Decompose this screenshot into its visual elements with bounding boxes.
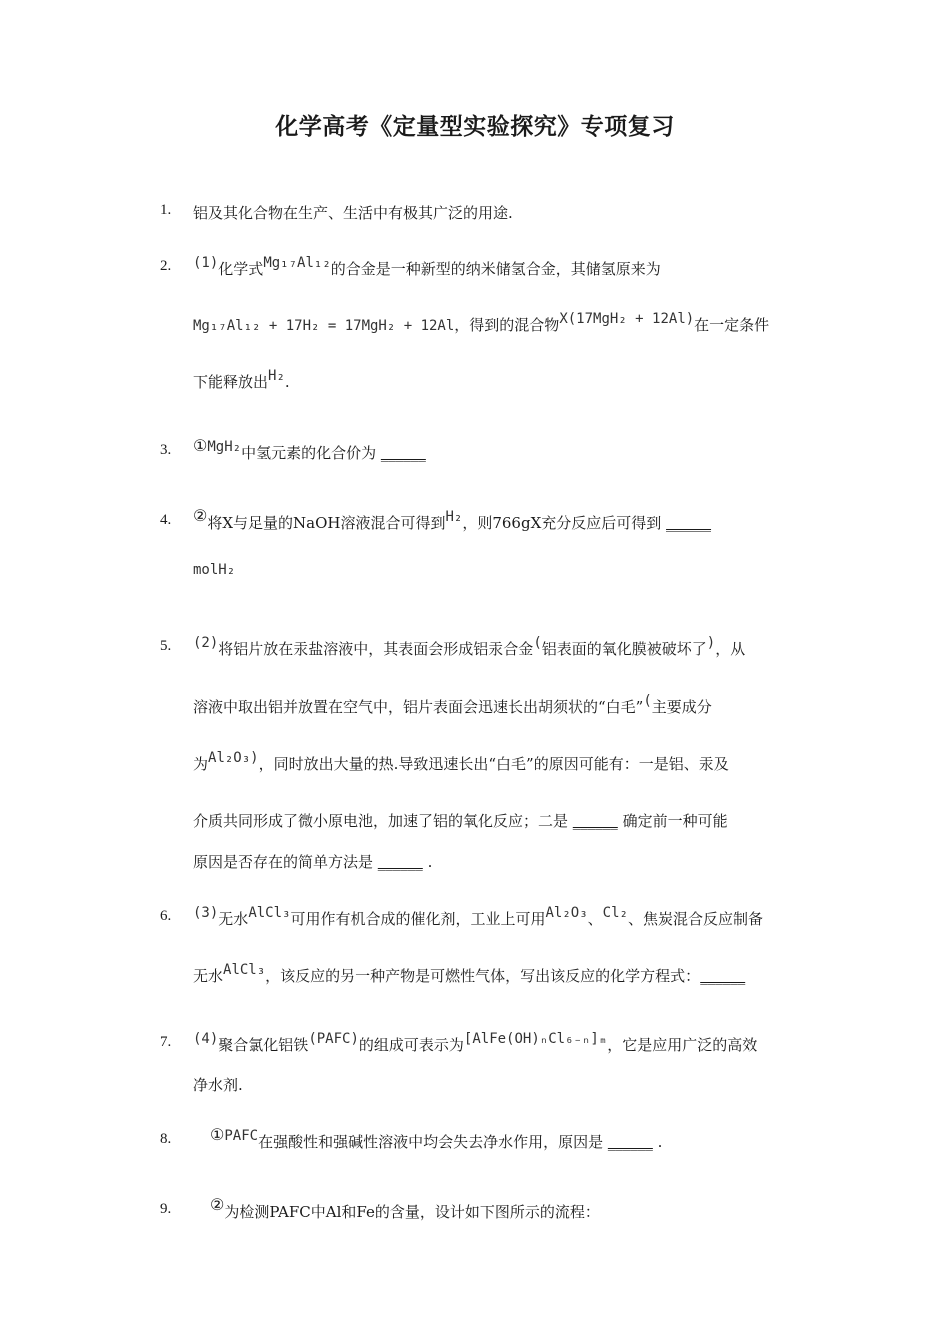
chemical-formula: [AlFe(OH)ₙCl₆₋ₙ]ₘ	[463, 1031, 608, 1047]
item-number: 3.	[160, 442, 172, 458]
question-6-line-2: 无水AlCl₃，该反应的另一种产物是可燃性气体，写出该反应的化学方程式：______	[193, 962, 746, 985]
answer-blank[interactable]: ______	[380, 444, 426, 462]
question-mark: (3)	[193, 905, 219, 921]
item-number: 4.	[160, 512, 172, 528]
question-6-line-1: (3)无水AlCl₃可用作有机合成的催化剂，工业上可用Al₂O₃、Cl₂、焦炭混合反应制备	[193, 905, 763, 928]
chemical-formula: Cl₂	[602, 905, 628, 921]
item-number: 5.	[160, 638, 172, 654]
question-mark: (4)	[193, 1031, 219, 1047]
chemical-formula: AlCl₃	[248, 905, 291, 921]
answer-blank[interactable]: ______	[377, 853, 423, 871]
chemical-formula: Al₂O₃	[545, 905, 588, 921]
paren: (	[533, 635, 542, 651]
question-4-line-2	[193, 560, 235, 578]
circled-number: ②	[193, 506, 208, 525]
chemical-formula: H₂	[445, 509, 463, 525]
question-2-line-2: Mg₁₇Al₁₂ + 17H₂ = 17MgH₂ + 12Al，得到的混合物X(17MgH₂ + 12Al)在一定条件	[193, 311, 770, 334]
question-5-line-3: 为Al₂O₃)，同时放出大量的热.导致迅速长出“白毛”的原因可能有：一是铝、汞及	[193, 750, 729, 773]
chemical-formula: (PAFC)	[308, 1031, 359, 1047]
item-number: 1.	[160, 202, 172, 218]
chemical-formula: X(17MgH₂ + 12Al)	[559, 311, 695, 327]
answer-blank[interactable]: ______	[607, 1133, 653, 1151]
answer-blank[interactable]: ______	[666, 514, 712, 532]
question-mark: (2)	[193, 635, 219, 651]
page-title: 化学高考《定量型实验探究》专项复习	[275, 114, 675, 140]
chemical-formula: Mg₁₇Al₁₂	[263, 255, 331, 271]
chemical-formula: PAFC	[224, 1128, 259, 1144]
item-number: 9.	[160, 1201, 172, 1217]
answer-blank[interactable]: ______	[572, 812, 618, 830]
question-1-text: 铝及其化合物在生产、生活中有极其广泛的用途.	[193, 204, 513, 222]
question-5-line-1: (2)将铝片放在汞盐溶液中，其表面会形成铝汞合金(铝表面的氧化膜被破坏了)，从	[193, 635, 746, 658]
item-number: 7.	[160, 1034, 172, 1050]
chemical-formula: H₂	[268, 368, 285, 384]
chemical-formula: MgH₂	[207, 439, 242, 455]
chemical-formula: AlCl₃	[223, 962, 266, 978]
item-number: 6.	[160, 908, 172, 924]
item-number: 2.	[160, 258, 172, 274]
answer-blank[interactable]: ______	[700, 967, 746, 985]
question-mark: (1)	[193, 255, 219, 271]
question-5-line-2: 溶液中取出铝并放置在空气中，铝片表面会迅速长出胡须状的“白毛”(主要成分	[193, 693, 712, 716]
question-9-line: ②为检测PAFC中Al和Fe的含量，设计如下图所示的流程：	[210, 1195, 600, 1221]
question-2-line-3: 下能释放出H₂.	[193, 368, 290, 391]
circled-number: ①	[193, 436, 208, 455]
circled-number: ①	[210, 1125, 225, 1144]
chemical-formula: Al₂O₃)	[208, 750, 259, 766]
paren: (	[643, 693, 652, 709]
question-4-line-1: ②将X与足量的NaOH溶液混合可得到H₂，则766gX充分反应后可得到 ______	[193, 506, 712, 532]
question-2-line-1: (1)化学式Mg₁₇Al₁₂的合金是一种新型的纳米储氢合金，其储氢原来为	[193, 255, 661, 278]
circled-number: ②	[210, 1195, 225, 1214]
question-7-line-2: 净水剂.	[193, 1076, 243, 1094]
question-3-line: ①MgH₂中氢元素的化合价为 ______	[193, 436, 426, 462]
question-5-line-5: 原因是否存在的简单方法是 ______ .	[193, 853, 433, 871]
chemical-equation: Mg₁₇Al₁₂ + 17H₂ = 17MgH₂ + 12Al	[193, 318, 455, 334]
unit-formula: molH₂	[193, 562, 236, 578]
question-7-line-1: (4)聚合氯化铝铁(PAFC)的组成可表示为[AlFe(OH)ₙCl₆₋ₙ]ₘ，它是应用广泛的高效	[193, 1031, 758, 1054]
item-number: 8.	[160, 1131, 172, 1147]
question-5-line-4: 介质共同形成了微小原电池，加速了铝的氧化反应；二是 ______ 确定前一种可能	[193, 812, 728, 830]
paren: )	[706, 635, 716, 651]
question-8-line: ①PAFC在强酸性和强碱性溶液中均会失去净水作用，原因是 ______ .	[210, 1125, 663, 1151]
